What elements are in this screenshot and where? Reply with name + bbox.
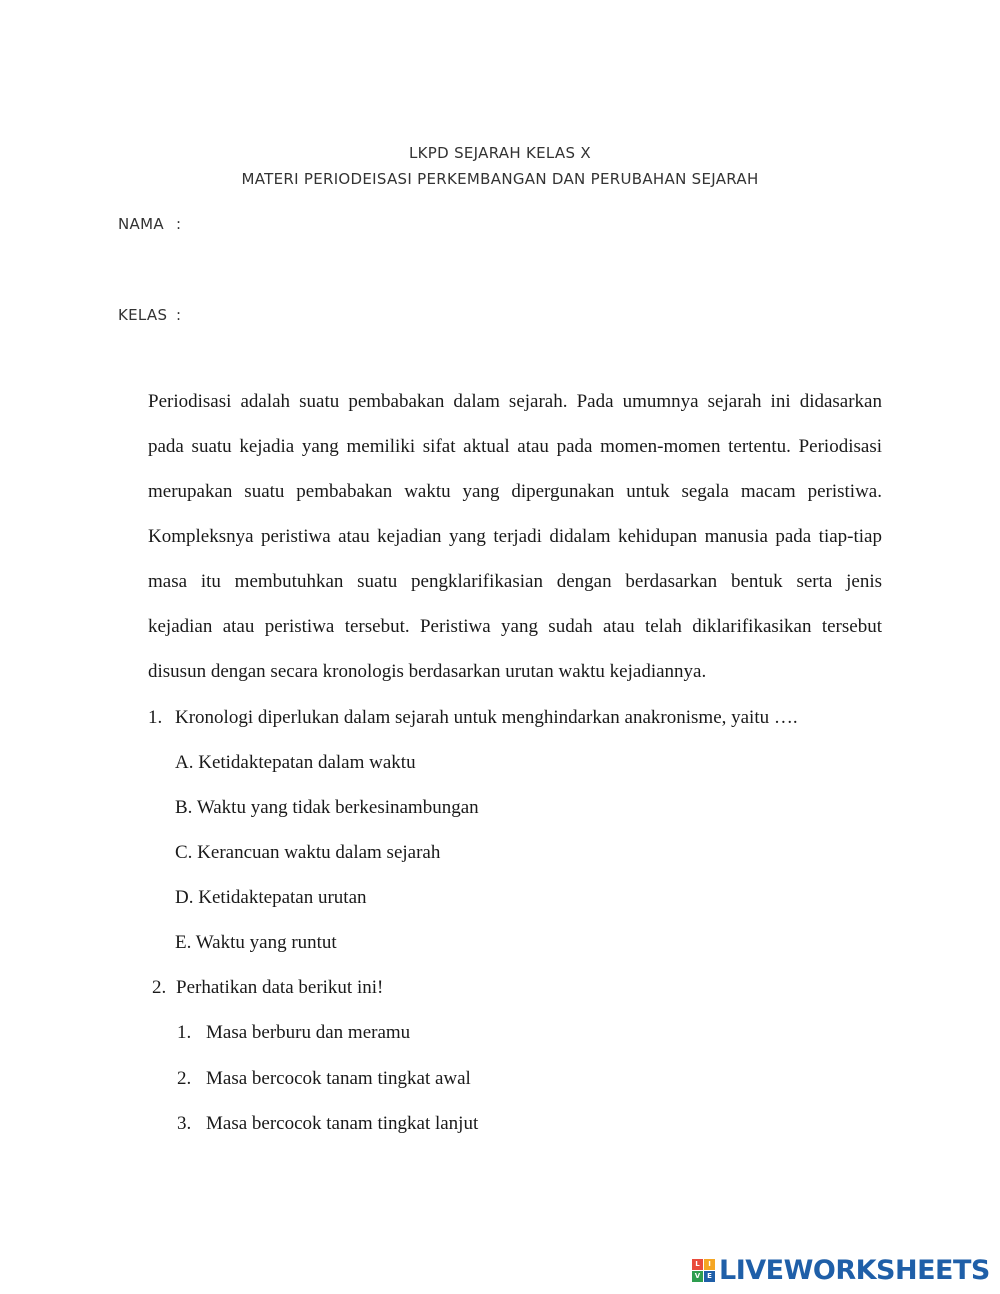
question-1-option-c[interactable]: C. Kerancuan waktu dalam sejarah [175,842,441,863]
question-1-number: 1. [148,707,163,728]
logo-letter-block: I [704,1259,715,1270]
logo-mark-icon [692,1259,715,1282]
paragraph-line: merupakan suatu pembabakan waktu yang dipergunakan untuk segala macam peristiwa. [148,481,882,502]
paragraph-line: masa itu membutuhkan suatu pengklarifikasian dengan berdasarkan bentuk serta jenis [148,571,882,592]
question-1-option-e[interactable]: E. Waktu yang runtut [175,932,337,953]
question-2-text: Perhatikan data berikut ini! [176,977,384,998]
question-2-item-number: 3. [177,1113,192,1134]
paragraph-line: Kompleksnya peristiwa atau kejadian yang terjadi didalam kehidupan manusia pada tiap-tiap [148,526,882,547]
question-2-item-number: 2. [177,1068,192,1089]
question-1-option-d[interactable]: D. Ketidaktepatan urutan [175,887,367,908]
logo-text: LIVEWORKSHEETS [719,1254,990,1286]
logo-letter-block: E [704,1271,715,1282]
logo-letter-block: V [692,1271,703,1282]
liveworksheets-logo [692,1252,990,1288]
intro-paragraph [148,391,882,706]
question-1-option-a[interactable]: A. Ketidaktepatan dalam waktu [175,752,416,773]
logo-letter-block: L [692,1259,703,1270]
question-2-item-text: Masa bercocok tanam tingkat lanjut [206,1113,479,1134]
paragraph-line: pada suatu kejadia yang memiliki sifat aktual atau pada momen-momen tertentu. Periodisasi [148,436,882,457]
page-title: LKPD SEJARAH KELAS X [409,144,591,162]
paragraph-line: disusun dengan secara kronologis berdasarkan urutan waktu kejadiannya. [148,661,707,682]
question-2-number: 2. [152,977,167,998]
paragraph-line: Periodisasi adalah suatu pembabakan dalam sejarah. Pada umumnya sejarah ini didasarkan [148,391,882,412]
question-1-text: Kronologi diperlukan dalam sejarah untuk menghindarkan anakronisme, yaitu …. [175,707,798,728]
question-2-item-text: Masa bercocok tanam tingkat awal [206,1068,471,1089]
kelas-label: KELAS [118,306,168,324]
nama-colon: : [176,215,182,233]
nama-label: NAMA [118,215,164,233]
page-subtitle: MATERI PERIODEISASI PERKEMBANGAN DAN PERUBAHAN SEJARAH [241,170,759,188]
question-2-item-text: Masa berburu dan meramu [206,1022,411,1043]
question-2-item-number: 1. [177,1022,192,1043]
paragraph-line: kejadian atau peristiwa tersebut. Peristiwa yang sudah atau telah diklarifikasikan tersebut [148,616,882,637]
kelas-colon: : [176,306,182,324]
question-1-option-b[interactable]: B. Waktu yang tidak berkesinambungan [175,797,479,818]
